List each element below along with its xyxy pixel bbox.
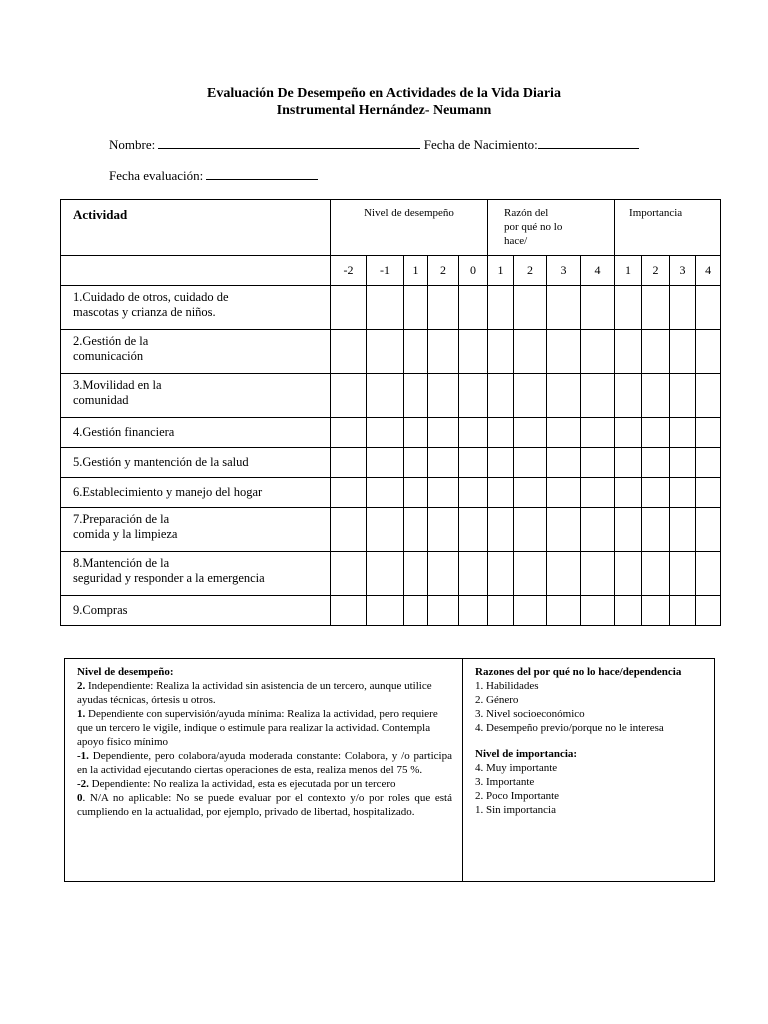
score-cell[interactable] [514,552,547,596]
nivel-1-description: 1. Dependiente con supervisión/ayuda mínima: Realiza la actividad, pero requiere que un tercero le vigile, indique o estimule para realizar la actividad. Contempla apoyo físico mínimo [77,708,438,748]
legend-list-item: 2. Género [475,694,519,706]
legend-list-item: 4. Muy importante [475,762,558,774]
activity-row [61,596,721,626]
score-cell[interactable] [670,596,696,626]
fecha-nacimiento-field[interactable] [538,137,639,149]
activity-label-line: 9.Compras [73,603,128,617]
score-cell[interactable] [488,508,514,552]
score-cell[interactable] [615,552,642,596]
score-cell[interactable] [367,286,404,330]
score-cell[interactable] [428,552,459,596]
activity-label-line: comunidad [73,393,129,407]
score-cell[interactable] [581,596,615,626]
score-cell[interactable] [581,418,615,448]
nombre-field[interactable] [158,137,420,149]
razones-legend-title: Razones del por qué no lo hace/dependencia [475,666,682,678]
razon-header [488,200,615,256]
score-cell[interactable] [514,418,547,448]
fecha-evaluacion-label: Fecha evaluación: [109,168,204,183]
score-cell[interactable] [615,330,642,374]
importancia-score-header: 1 [615,256,642,286]
score-cell[interactable] [367,508,404,552]
score-cell[interactable] [615,374,642,418]
legend-list-item: 3. Importante [475,776,535,788]
razon-score-header: 3 [547,256,581,286]
activity-row [61,286,721,330]
score-cell[interactable] [581,552,615,596]
score-cell[interactable] [696,330,721,374]
nivel-minus2-description: -2. Dependiente: No realiza la actividad, esta es ejecutada por un tercero [77,778,396,790]
score-cell[interactable] [428,478,459,508]
score-cell[interactable] [514,330,547,374]
importancia-score-header: 4 [696,256,721,286]
activity-label-line: 6.Establecimiento y manejo del hogar [73,485,263,499]
score-cell[interactable] [514,374,547,418]
activity-label-line: 8.Mantención de la [73,556,170,570]
score-cell[interactable] [547,478,581,508]
score-cell[interactable] [331,596,367,626]
score-cell[interactable] [404,448,428,478]
score-cell[interactable] [547,552,581,596]
score-cell[interactable] [488,448,514,478]
score-cell[interactable] [428,508,459,552]
score-cell[interactable] [459,596,488,626]
score-cell[interactable] [428,330,459,374]
activity-label-line: comunicación [73,349,144,363]
score-cell[interactable] [581,330,615,374]
score-cell[interactable] [696,508,721,552]
score-cell[interactable] [459,552,488,596]
nivel-legend [65,659,463,882]
activity-row [61,552,721,596]
activity-label [61,374,331,418]
importancia-list [475,761,704,817]
razon-header-line: Razón del [504,207,549,219]
score-cell[interactable] [642,448,670,478]
score-cell[interactable] [670,286,696,330]
score-cell[interactable] [404,508,428,552]
nivel-2-description: 2. Independiente: Realiza la actividad sin asistencia de un tercero, aunque utilice ayudas técnicas, órtesis u otros. [77,680,432,706]
score-cell[interactable] [615,448,642,478]
nivel-score-header: 0 [459,256,488,286]
score-cell[interactable] [670,448,696,478]
activity-label-line: mascotas y crianza de niños. [73,305,216,319]
score-cell[interactable] [459,418,488,448]
score-cell[interactable] [459,330,488,374]
score-cell[interactable] [514,286,547,330]
score-cell[interactable] [696,448,721,478]
score-cell[interactable] [547,418,581,448]
score-cell[interactable] [367,374,404,418]
score-cell[interactable] [670,418,696,448]
score-cell[interactable] [367,330,404,374]
score-cell[interactable] [514,478,547,508]
score-cell[interactable] [331,448,367,478]
nivel-0-description: 0. N/A no aplicable: No se puede evaluar por el contexto y/o por roles que está cumpliendo en la actualidad, por ejemplo, privado de libertad, hospitalizado. [77,792,452,818]
score-cell[interactable] [581,448,615,478]
score-cell[interactable] [459,448,488,478]
score-cell[interactable] [331,374,367,418]
score-cell[interactable] [404,418,428,448]
score-cell[interactable] [367,448,404,478]
score-cell[interactable] [488,330,514,374]
score-cell[interactable] [696,374,721,418]
score-cell[interactable] [642,374,670,418]
score-cell[interactable] [428,596,459,626]
score-cell[interactable] [428,448,459,478]
score-cell[interactable] [367,418,404,448]
score-cell[interactable] [642,508,670,552]
score-cell[interactable] [331,508,367,552]
activity-label-line: 7.Preparación de la [73,512,170,526]
score-cell[interactable] [459,508,488,552]
score-cell[interactable] [404,374,428,418]
activity-label [61,552,331,596]
score-cell[interactable] [488,418,514,448]
activity-label [61,330,331,374]
activity-label-line: comida y la limpieza [73,527,178,541]
legend-list-item: 2. Poco Importante [475,790,560,802]
activity-label [61,478,331,508]
score-cell[interactable] [642,330,670,374]
activity-label-line: seguridad y responder a la emergencia [73,571,265,585]
score-cell[interactable] [696,418,721,448]
score-cell[interactable] [428,286,459,330]
legend-table [64,658,715,882]
score-cell[interactable] [514,596,547,626]
score-cell[interactable] [547,448,581,478]
importancia-legend-title: Nivel de importancia: [475,748,578,760]
activity-label [61,596,331,626]
razon-header-line: hace/ [504,235,528,247]
score-cell[interactable] [615,596,642,626]
score-cell[interactable] [459,478,488,508]
score-cell[interactable] [615,418,642,448]
score-cell[interactable] [331,478,367,508]
score-cell[interactable] [670,508,696,552]
razon-score-header: 1 [488,256,514,286]
evaluation-date-line [109,168,318,184]
score-cell[interactable] [642,596,670,626]
score-cell[interactable] [547,374,581,418]
importancia-score-header: 3 [670,256,696,286]
activity-row [61,374,721,418]
razon-header-line: por qué no lo [504,221,563,233]
activity-label [61,286,331,330]
score-cell[interactable] [581,374,615,418]
score-cell[interactable] [696,286,721,330]
activity-row [61,478,721,508]
form-title-line1: Evaluación De Desempeño en Actividades de la Vida Diaria [207,86,561,101]
score-cell[interactable] [331,552,367,596]
activities-table [60,199,721,626]
nivel-score-header: 2 [428,256,459,286]
nivel-desempeno-header: Nivel de desempeño [331,200,488,256]
score-cell[interactable] [547,596,581,626]
nivel-minus1-description: -1. Dependiente, pero colabora/ayuda moderada constante: Colabora, y /o participa en la actividad ejecutando ciertas operaciones de esta, realiza menos del 75 %. [77,750,452,776]
score-cell[interactable] [367,552,404,596]
activity-label-line: 5.Gestión y mantención de la salud [73,455,249,469]
legend-list-item: 1. Habilidades [475,680,539,692]
razones-importancia-legend [463,659,715,882]
score-cell[interactable] [514,508,547,552]
fecha-nacimiento-label: Fecha de Nacimiento: [423,137,538,152]
score-cell[interactable] [404,596,428,626]
score-cell[interactable] [428,418,459,448]
score-cell[interactable] [331,286,367,330]
score-cell[interactable] [404,552,428,596]
score-row-spacer [61,256,331,286]
score-cell[interactable] [404,286,428,330]
nivel-legend-title: Nivel de desempeño: [77,666,174,678]
score-cell[interactable] [642,478,670,508]
nombre-label: Nombre: [109,137,156,152]
nivel-score-header: -2 [331,256,367,286]
name-birthdate-line [109,137,639,153]
score-cell[interactable] [670,478,696,508]
score-cell[interactable] [642,286,670,330]
form-title-line2: Instrumental Hernández- Neumann [276,103,492,118]
activity-label-line: 4.Gestión financiera [73,425,175,439]
activity-label-line: 3.Movilidad en la [73,378,162,392]
score-cell[interactable] [488,552,514,596]
score-cell[interactable] [615,508,642,552]
score-cell[interactable] [428,374,459,418]
razon-score-header: 2 [514,256,547,286]
score-cell[interactable] [547,330,581,374]
score-cell[interactable] [642,418,670,448]
activity-row [61,418,721,448]
importancia-score-header: 2 [642,256,670,286]
legend-list-item: 4. Desempeño previo/porque no le interesa [475,722,664,734]
score-cell[interactable] [670,374,696,418]
score-cell[interactable] [367,478,404,508]
score-cell[interactable] [696,478,721,508]
score-cell[interactable] [488,478,514,508]
legend-list-item: 1. Sin importancia [475,804,556,816]
score-cell[interactable] [615,478,642,508]
score-cell[interactable] [581,508,615,552]
score-cell[interactable] [514,448,547,478]
score-cell[interactable] [670,330,696,374]
score-cell[interactable] [459,286,488,330]
nivel-score-header: -1 [367,256,404,286]
activity-header: Actividad [61,200,331,256]
score-cell[interactable] [488,286,514,330]
score-cell[interactable] [488,374,514,418]
score-cell[interactable] [331,330,367,374]
activity-row [61,508,721,552]
nivel-score-header: 1 [404,256,428,286]
score-cell[interactable] [547,286,581,330]
score-cell[interactable] [615,286,642,330]
activity-label [61,448,331,478]
score-cell[interactable] [404,330,428,374]
score-cell[interactable] [331,418,367,448]
activity-row [61,330,721,374]
activity-label-line: 2.Gestión de la [73,334,149,348]
legend-list-item: 3. Nivel socioeconómico [475,708,585,720]
score-cell[interactable] [581,286,615,330]
score-cell[interactable] [696,552,721,596]
score-cell[interactable] [404,478,428,508]
importancia-header: Importancia [615,200,721,256]
score-cell[interactable] [696,596,721,626]
activity-label-line: 1.Cuidado de otros, cuidado de [73,290,229,304]
score-cell[interactable] [642,552,670,596]
score-cell[interactable] [488,596,514,626]
score-cell[interactable] [581,478,615,508]
activity-label [61,508,331,552]
score-cell[interactable] [670,552,696,596]
score-cell[interactable] [367,596,404,626]
fecha-evaluacion-field[interactable] [206,168,318,180]
activity-row [61,448,721,478]
score-cell[interactable] [547,508,581,552]
razones-list [475,679,704,735]
razon-score-header: 4 [581,256,615,286]
score-cell[interactable] [459,374,488,418]
activity-label [61,418,331,448]
